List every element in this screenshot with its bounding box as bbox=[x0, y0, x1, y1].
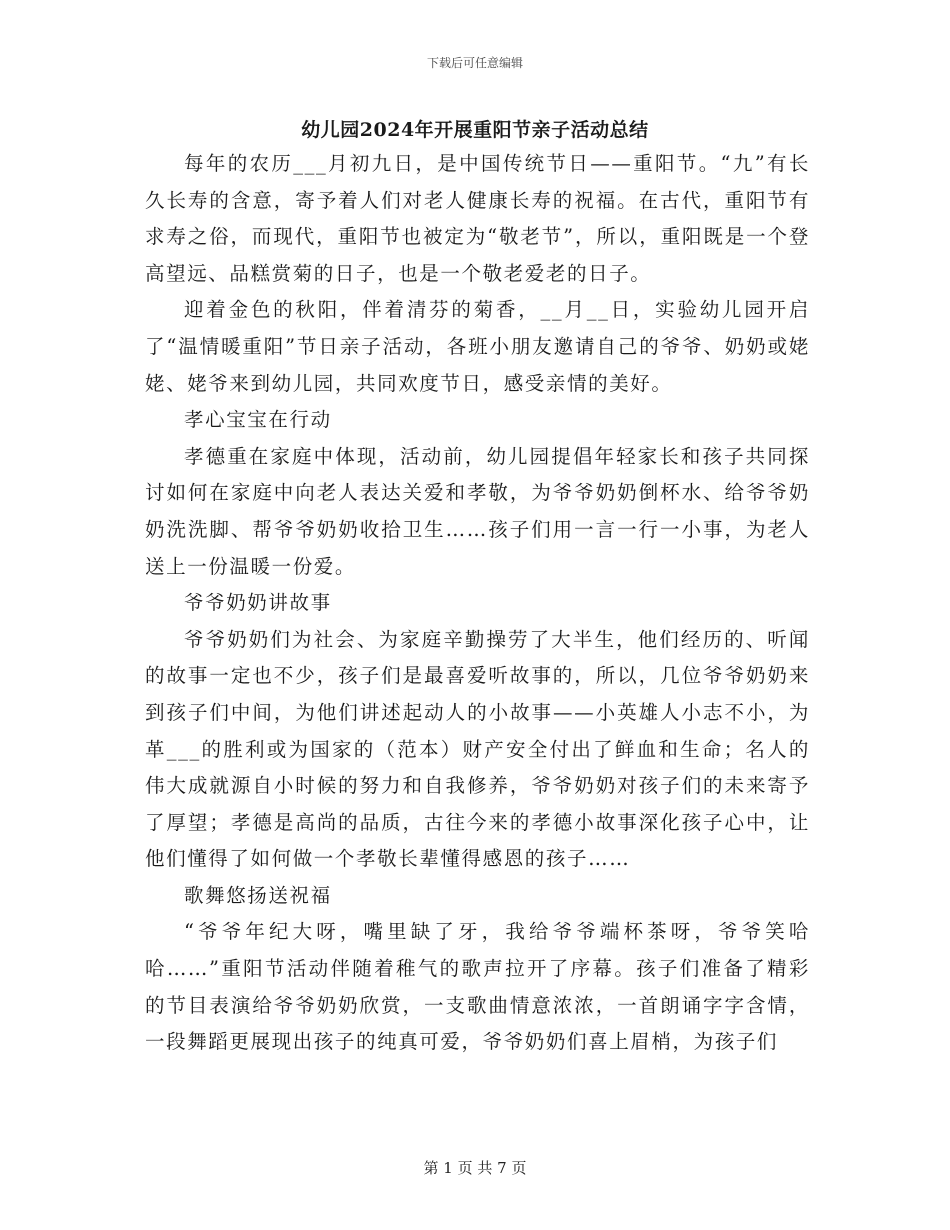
page-number: 第 1 页 共 7 页 bbox=[423, 1159, 527, 1177]
paragraph-filial-action: 孝德重在家庭中体现，活动前，幼儿园提倡年轻家长和孩子共同探讨如何在家庭中向老人表达关爱和孝敬，为爷爷奶奶倒杯水、给爷爷奶奶洗洗脚、帮爷爷奶奶收拾卫生……孩子们用一言一行一小事，为老人送上一份温暖一份爱。 bbox=[145, 444, 810, 578]
paragraph-intro: 每年的农历___月初九日，是中国传统节日——重阳节。“九”有长久长寿的含意，寄予着人们对老人健康长寿的祝福。在古代，重阳节有求寿之俗，而现代，重阳节也被定为“敬老节”，所以，重阳既是一个登高望远、品糕赏菊的日子，也是一个敬老爱老的日子。 bbox=[145, 152, 810, 285]
paragraph-storytelling: 爷爷奶奶们为社会、为家庭辛勤操劳了大半生，他们经历的、听闻的故事一定也不少，孩子们是最喜爱听故事的，所以，几位爷爷奶奶来到孩子们中间，为他们讲述起动人的小故事——小英雄人小志不小，为革___的胜利或为国家的（范本）财产安全付出了鲜血和生命；名人的伟大成就源自小时候的努力和自我修养，爷爷奶奶对孩子们的未来寄予了厚望；孝德是高尚的品质，古往今来的孝德小故事深化孩子心中，让他们懂得了如何做一个孝敬长辈懂得感恩的孩子…… bbox=[145, 627, 810, 871]
document-body bbox=[145, 146, 810, 1061]
page-header-note: 下载后可任意编辑 bbox=[426, 56, 523, 70]
paragraph-song-dance: “爷爷年纪大呀，嘴里缺了牙，我给爷爷端杯茶呀，爷爷笑哈哈……”重阳节活动伴随着稚气的歌声拉开了序幕。孩子们准备了精彩的节目表演给爷爷奶奶欣赏，一支歌曲情意浓浓，一首朗诵字字含情，一段舞蹈更展现出孩子的纯真可爱，爷爷奶奶们喜上眉梢，为孩子们 bbox=[145, 920, 810, 1054]
section-heading-song-dance: 歌舞悠扬送祝福 bbox=[184, 883, 332, 907]
section-heading-storytelling: 爷爷奶奶讲故事 bbox=[184, 591, 332, 615]
document-title: 幼儿园2024年开展重阳节亲子活动总结 bbox=[301, 119, 649, 141]
paragraph-event: 迎着金色的秋阳，伴着清芬的菊香，__月__日，实验幼儿园开启了“温情暖重阳”节日亲子活动，各班小朋友邀请自己的爷爷、奶奶或姥姥、姥爷来到幼儿园，共同欢度节日，感受亲情的美好。 bbox=[145, 298, 810, 395]
section-heading-filial-action: 孝心宝宝在行动 bbox=[184, 408, 332, 432]
